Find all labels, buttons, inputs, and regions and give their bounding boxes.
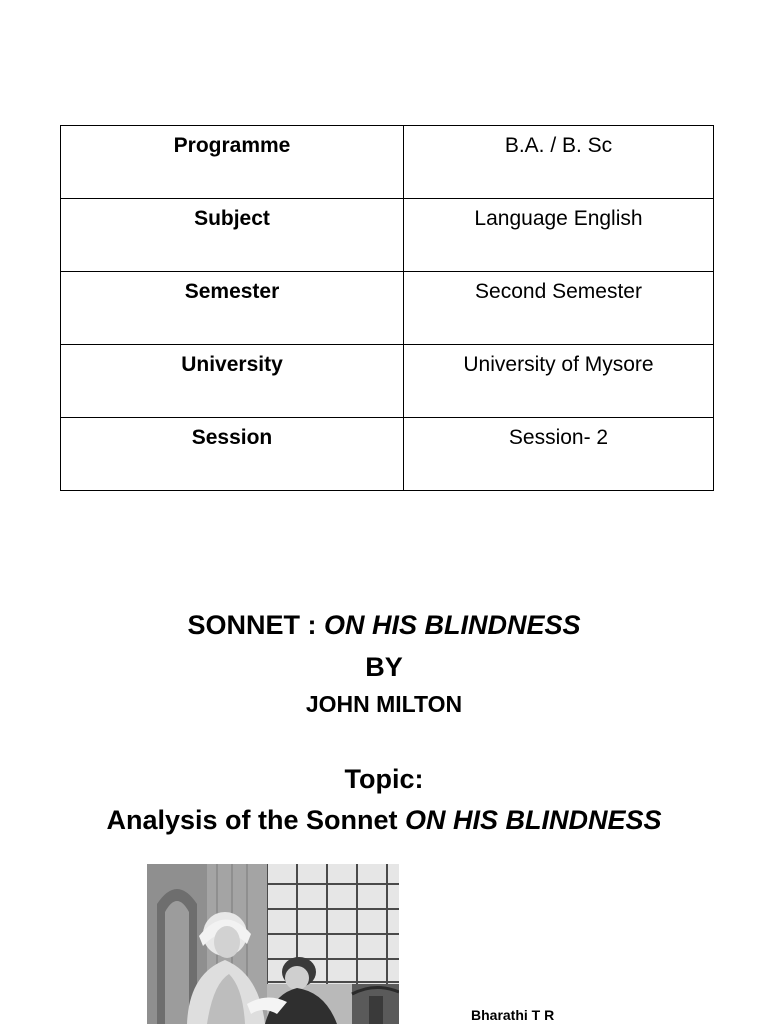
sonnet-title: [0, 606, 768, 644]
row-label: Programme: [61, 126, 404, 199]
topic-title: [0, 801, 768, 839]
row-label: Semester: [61, 272, 404, 345]
row-value: Session- 2: [404, 418, 714, 491]
table-row: [61, 199, 714, 272]
by-label: BY: [365, 652, 403, 682]
milton-engraving-image: [147, 864, 399, 1024]
table-row: [61, 418, 714, 491]
row-label: University: [61, 345, 404, 418]
row-label: Subject: [61, 199, 404, 272]
row-value: Language English: [404, 199, 714, 272]
row-value: Second Semester: [404, 272, 714, 345]
author-name: JOHN MILTON: [305, 691, 463, 717]
topic-title-prefix: Analysis of the Sonnet: [106, 805, 405, 835]
table-row: [61, 272, 714, 345]
topic-label: Topic:: [344, 764, 424, 794]
sonnet-title-prefix: SONNET :: [187, 610, 324, 640]
row-value: University of Mysore: [404, 345, 714, 418]
row-label: Session: [61, 418, 404, 491]
presenter-name: Bharathi T R: [471, 1007, 555, 1023]
row-value: B.A. / B. Sc: [404, 126, 714, 199]
poem-name: ON HIS BLINDNESS: [323, 610, 581, 640]
table-row: [61, 345, 714, 418]
table-row: [61, 126, 714, 199]
course-info-table: [60, 125, 714, 491]
topic-poem-name: ON HIS BLINDNESS: [405, 805, 662, 835]
